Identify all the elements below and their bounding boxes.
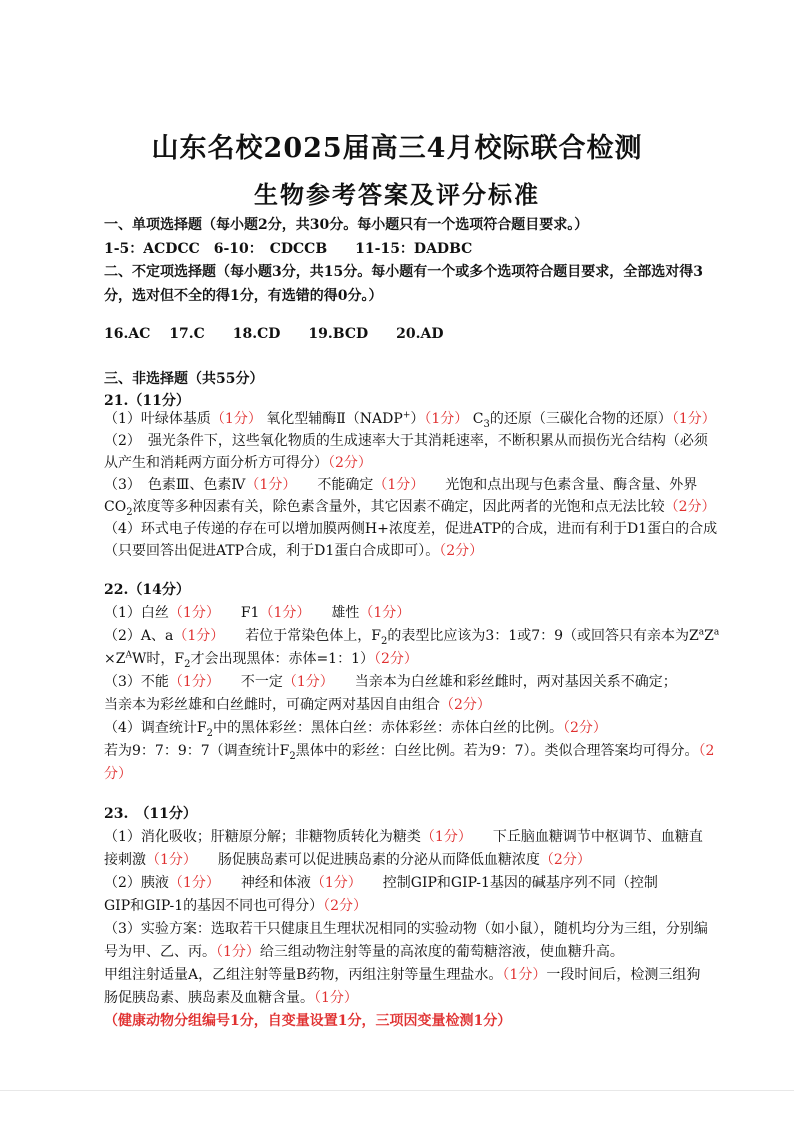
score: （2: [698, 743, 715, 759]
score: （2分）: [328, 455, 372, 471]
score: （1分）: [168, 875, 213, 891]
q21-title: 21.（11分）: [104, 393, 190, 409]
q23-line2: 接刺激（1分） 肠促胰岛素可以促进胰岛素的分泌从而降低血糖浓度（2分）: [104, 852, 591, 868]
q23-line4: GIP和GIP-1的基因不同也可得分）（2分）: [104, 898, 368, 914]
q21-line5: $CO_2$浓度等多种因素有关，除色素含量外，其它因素不确定，因此两者的光饱和点无法比较（2分）: [104, 499, 716, 518]
score: （1分）: [420, 829, 465, 845]
q22-line3: $\times Z^AW$时，$F_2$才会出现黑体：赤体=1：1）（2分）: [104, 650, 418, 670]
q22-line6: （4）调查统计$F_2$中的黑体彩丝：黑体白丝：赤体彩丝：赤体白丝的比例。（2分）: [104, 720, 607, 739]
section2-heading-line1: 二、不定项选择题（每小题3分，共15分。每小题有一个或多个选项符合题目要求，全部选对得3: [104, 264, 703, 280]
section1-heading: 一、单项选择题（每小题2分，共30分。每小题只有一个选项符合题目要求。）: [104, 217, 589, 233]
q22-line8: [104, 763, 724, 785]
q21-line4: （3） 色素Ⅲ、色素Ⅳ（1分） 不能确定（1分） 光饱和点出现与色素含量、酶含量、外界: [104, 477, 698, 493]
score: （1分）: [173, 628, 218, 644]
q23-line6: 号为甲、乙、丙。（1分）给三组动物注射等量的高浓度的葡萄糖溶液，使血糖升高。: [104, 944, 624, 960]
q21-line6: （4）环式电子传递的存在可以增加膜两侧H+浓度差，促进ATP的合成，进而有利于D1蛋白的合成: [104, 521, 718, 537]
score: （1分）: [310, 875, 355, 891]
q23-line7: 甲组注射适量A，乙组注射等量B药物，丙组注射等量生理盐水。（1分）一段时间后，检测三组狗: [104, 967, 701, 983]
q23-line3: （2）胰液（1分） 神经和体液（1分） 控制GIP和GIP-1基因的碱基序列不同（控制: [104, 875, 658, 891]
q21-line3: 从产生和消耗两方面分析方可得分）（2分）: [104, 455, 372, 471]
score: （2分）: [439, 543, 484, 559]
score: （1分）: [168, 605, 213, 621]
q22-line7: 若为9：7：9：7（调查统计$F_2$黑体中的彩丝：白丝比例。若为9：7）。类似合理答案均可得分。（2: [104, 743, 715, 762]
score: （2分）: [323, 898, 368, 914]
q21-line2: （2） 强光条件下，这些氧化物质的生成速率大于其消耗速率，不断积累从而损伤光合结构（必须: [104, 433, 708, 449]
section3-heading: 三、非选择题（共55分）: [104, 371, 264, 387]
answer-key-title: 生物参考答案及评分标准: [254, 180, 540, 209]
score: （1分）: [282, 674, 327, 690]
score: （1分）: [314, 990, 358, 1006]
score: （1分）: [424, 411, 469, 427]
q21-line7: （只要回答出促进ATP合成，利于D1蛋白合成即可）。（2分）: [104, 543, 484, 559]
q21-line1: （1）叶绿体基质（1分） 氧化型辅酶Ⅱ（NADP+）（1分） $C_3$的还原（三碳化合物的还原）（1分）: [104, 410, 716, 430]
page-bottom-divider: [0, 1090, 794, 1091]
score: （1分）: [259, 605, 304, 621]
score: （2分）: [539, 852, 591, 868]
exam-title: 山东名校2025届高三4月校际联合检测: [151, 133, 643, 164]
score: （1分）: [671, 411, 716, 427]
q22-line5: 当亲本为彩丝雄和白丝雌时，可确定两对基因自由组合（2分）: [104, 697, 491, 713]
q22-line4: （3）不能（1分） 不一定（1分） 当亲本为白丝雄和彩丝雌时，两对基因关系不确定；: [104, 674, 677, 690]
q23-line1: （1）消化吸收；肝糖原分解；非糖物质转化为糖类（1分） 下丘脑血糖调节中枢调节、血糖直: [104, 829, 703, 845]
q23-title: 23. （11分）: [104, 806, 197, 822]
score: （1分）: [373, 477, 418, 493]
q22-title: 22.（14分）: [104, 582, 190, 598]
score: （2分）: [374, 651, 418, 667]
q22-line2: （2）A、a（1分） 若位于常染色体上，$F_2$的表型比应该为3：1或7：9（或回答只有亲本为$Z^aZ^a$: [104, 627, 720, 647]
score: （1分）: [359, 605, 411, 621]
q22-line1: （1）白丝（1分） F1（1分） 雄性（1分）: [104, 605, 411, 621]
score: 分）: [104, 766, 132, 782]
section2-heading-line2: 分，选对但不全的得1分，有选错的得0分。）: [104, 288, 383, 304]
score: （1分）: [216, 944, 260, 960]
q23-line5: （3）实验方案：选取若干只健康且生理状况相同的实验动物（如小鼠），随机均分为三组，分别编: [104, 921, 708, 937]
score: （1分）: [245, 477, 290, 493]
score: （2分）: [440, 697, 491, 713]
section1-answers: 1-5：ACDCC 6-10： CDCCB 11-15：DADBC: [104, 241, 473, 257]
section2-answers: 16.AC 17.C 18.CD 19.BCD 20.AD: [104, 326, 444, 342]
score: （1分）: [210, 411, 262, 427]
score: （1分）: [502, 967, 547, 983]
score: （1分）: [146, 852, 190, 868]
score: （2分）: [563, 720, 607, 736]
q23-line8: 肠促胰岛素、胰岛素及血糖含量。（1分）: [104, 990, 358, 1006]
score: （1分）: [168, 674, 213, 690]
score: （2分）: [664, 499, 716, 515]
q23-scoring-note: （健康动物分组编号1分，自变量设置1分，三项因变量检测1分）: [104, 1013, 512, 1029]
